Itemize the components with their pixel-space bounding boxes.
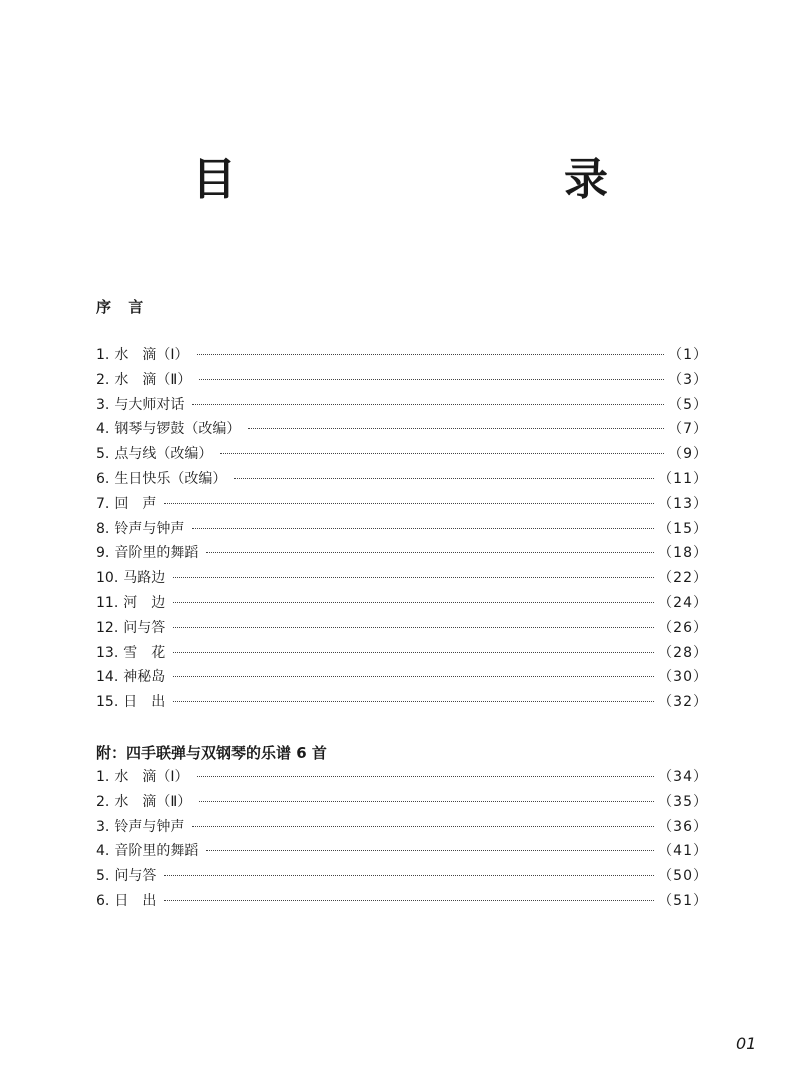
- toc-entry-number: 1.: [96, 347, 110, 363]
- toc-entry[interactable]: [96, 891, 708, 916]
- toc-entry-page: （15）: [658, 520, 708, 537]
- dot-leader: [197, 775, 655, 777]
- toc-entry[interactable]: [96, 345, 708, 370]
- toc-entry[interactable]: [96, 419, 708, 444]
- toc-entry-number: 10.: [96, 570, 119, 587]
- toc-entry-title: 点与线（改编）: [114, 446, 213, 463]
- toc-entry-title: 音阶里的舞蹈: [114, 545, 199, 562]
- dot-leader: [192, 527, 654, 529]
- toc-entry[interactable]: [96, 667, 708, 692]
- toc-entry-title: 音阶里的舞蹈: [114, 843, 199, 860]
- toc-entry-page: （9）: [668, 446, 708, 463]
- toc-entry-number: 4.: [96, 421, 110, 438]
- page-number: 01: [736, 1034, 757, 1053]
- toc-entry[interactable]: [96, 767, 708, 792]
- dot-leader: [173, 626, 654, 628]
- dot-leader: [206, 849, 654, 851]
- toc-entry-title: 与大师对话: [114, 396, 185, 413]
- toc-entry-number: 9.: [96, 545, 110, 562]
- preface-heading: 序 言: [96, 298, 150, 316]
- toc-entry-title: 水 滴（Ⅰ）: [114, 347, 189, 363]
- toc-entry[interactable]: [96, 643, 708, 668]
- dot-leader: [206, 551, 654, 553]
- toc-entry-title: 水 滴（Ⅱ）: [114, 371, 192, 388]
- toc-list: [96, 345, 708, 717]
- toc-entry-page: （41）: [658, 843, 708, 860]
- toc-entry[interactable]: [96, 866, 708, 891]
- toc-entry-page: （3）: [668, 371, 708, 388]
- toc-entry[interactable]: [96, 841, 708, 866]
- toc-entry-page: （5）: [668, 396, 708, 413]
- toc-entry[interactable]: [96, 395, 708, 420]
- dot-leader: [173, 651, 654, 653]
- toc-entry[interactable]: [96, 519, 708, 544]
- toc-entry-page: （22）: [658, 570, 708, 587]
- toc-entry-page: （51）: [658, 892, 708, 909]
- dot-leader: [173, 675, 654, 677]
- dot-leader: [164, 502, 654, 504]
- dot-leader: [192, 403, 664, 405]
- dot-leader: [164, 874, 654, 876]
- toc-entry-number: 1.: [96, 769, 110, 785]
- toc-entry-number: 2.: [96, 371, 110, 388]
- toc-entry-page: （24）: [658, 594, 708, 611]
- toc-entry-page: （1）: [668, 347, 708, 363]
- dot-leader: [173, 601, 654, 603]
- toc-entry-page: （50）: [658, 868, 708, 885]
- page-title: 目 录: [192, 154, 688, 205]
- toc-entry-title: 钢琴与锣鼓（改编）: [114, 421, 241, 438]
- toc-entry-page: （26）: [658, 619, 708, 636]
- toc-entry-title: 生日快乐（改编）: [114, 470, 227, 487]
- toc-entry[interactable]: [96, 444, 708, 469]
- dot-leader: [220, 452, 664, 454]
- toc-entry[interactable]: [96, 593, 708, 618]
- toc-entry-page: （34）: [658, 769, 708, 785]
- toc-entry-page: （35）: [658, 793, 708, 810]
- toc-entry-title: 问与答: [114, 868, 157, 885]
- toc-entry-page: （36）: [658, 818, 708, 835]
- toc-entry-number: 2.: [96, 793, 110, 810]
- dot-leader: [164, 899, 654, 901]
- toc-entry-number: 6.: [96, 470, 110, 487]
- dot-leader: [197, 353, 665, 355]
- toc-entry-title: 河 边: [123, 594, 166, 611]
- toc-entry-number: 8.: [96, 520, 110, 537]
- toc-entry-page: （28）: [658, 644, 708, 661]
- toc-entry-page: （13）: [658, 495, 708, 512]
- toc-entry[interactable]: [96, 494, 708, 519]
- dot-leader: [234, 477, 654, 479]
- toc-entry-number: 6.: [96, 892, 110, 909]
- appendix-list: [96, 767, 708, 916]
- toc-entry-number: 4.: [96, 843, 110, 860]
- toc-entry-title: 雪 花: [123, 644, 166, 661]
- toc-entry-page: （18）: [658, 545, 708, 562]
- toc-entry-number: 7.: [96, 495, 110, 512]
- toc-entry-number: 3.: [96, 818, 110, 835]
- toc-entry-title: 神秘岛: [123, 669, 166, 686]
- toc-entry-title: 回 声: [114, 495, 157, 512]
- toc-entry-title: 铃声与钟声: [114, 818, 185, 835]
- toc-entry-number: 11.: [96, 594, 119, 611]
- toc-entry[interactable]: [96, 817, 708, 842]
- toc-entry-page: （7）: [668, 421, 708, 438]
- toc-entry[interactable]: [96, 568, 708, 593]
- toc-entry[interactable]: [96, 469, 708, 494]
- toc-entry-page: （32）: [658, 694, 708, 711]
- toc-entry-number: 13.: [96, 644, 119, 661]
- toc-entry-number: 5.: [96, 868, 110, 885]
- dot-leader: [248, 427, 664, 429]
- toc-entry[interactable]: [96, 692, 708, 717]
- toc-entry[interactable]: [96, 618, 708, 643]
- appendix-heading: 附：四手联弹与双钢琴的乐谱 6 首: [96, 744, 327, 762]
- dot-leader: [199, 378, 664, 380]
- toc-entry-title: 马路边: [123, 570, 166, 587]
- dot-leader: [199, 800, 654, 802]
- dot-leader: [173, 700, 654, 702]
- toc-entry-number: 15.: [96, 694, 119, 711]
- toc-entry-title: 水 滴（Ⅰ）: [114, 769, 189, 785]
- dot-leader: [192, 825, 654, 827]
- toc-entry[interactable]: [96, 543, 708, 568]
- toc-entry-title: 问与答: [123, 619, 166, 636]
- toc-entry-number: 14.: [96, 669, 119, 686]
- toc-entry-page: （30）: [658, 669, 708, 686]
- toc-entry-title: 水 滴（Ⅱ）: [114, 793, 192, 810]
- toc-entry-number: 5.: [96, 446, 110, 463]
- toc-entry[interactable]: [96, 792, 708, 817]
- toc-entry-number: 12.: [96, 619, 119, 636]
- dot-leader: [173, 576, 654, 578]
- toc-entry-number: 3.: [96, 396, 110, 413]
- toc-entry-title: 日 出: [114, 892, 157, 909]
- toc-entry[interactable]: [96, 370, 708, 395]
- toc-entry-page: （11）: [658, 470, 708, 487]
- toc-entry-title: 日 出: [123, 694, 166, 711]
- toc-entry-title: 铃声与钟声: [114, 520, 185, 537]
